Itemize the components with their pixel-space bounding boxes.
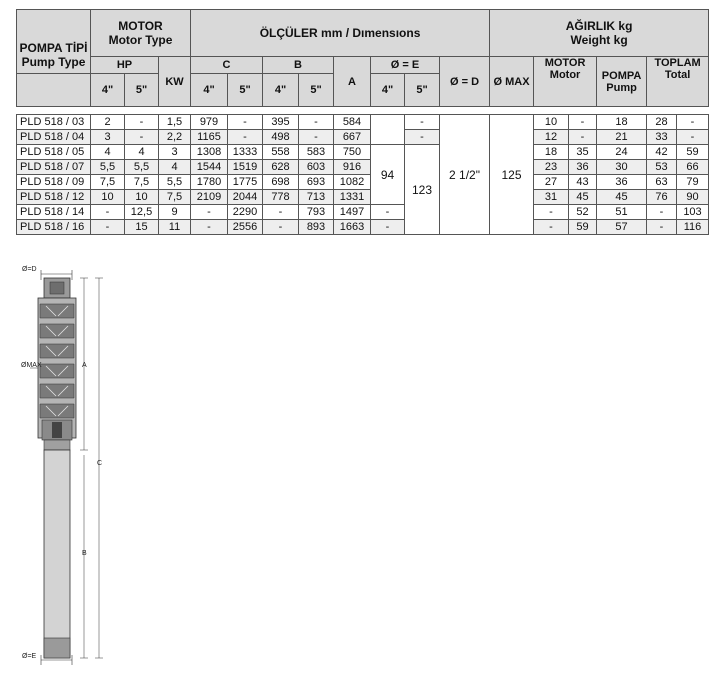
total4-weight-cell: 28	[647, 115, 677, 130]
total4-weight-cell: 33	[647, 130, 677, 145]
motor4-weight-cell: -	[534, 220, 569, 235]
a-header: A	[334, 57, 371, 107]
b5-cell: 693	[299, 175, 334, 190]
table-row	[17, 190, 709, 205]
total4-weight-cell: -	[647, 220, 677, 235]
table-row	[17, 160, 709, 175]
c4-cell: 1544	[191, 160, 228, 175]
hp5-cell: -	[125, 115, 159, 130]
hp4-cell: 10	[91, 190, 125, 205]
motor4-weight-cell: 31	[534, 190, 569, 205]
total5-weight-cell: 66	[677, 160, 709, 175]
pump-type-header	[17, 10, 91, 74]
c5-cell: 1333	[228, 145, 263, 160]
motor4-weight-cell: 27	[534, 175, 569, 190]
dimension-b-label: B	[82, 550, 87, 557]
total5-weight-cell: 90	[677, 190, 709, 205]
motor4-weight-cell: 23	[534, 160, 569, 175]
dimensions-table	[16, 9, 709, 107]
pump-type-filler	[17, 74, 91, 107]
motor-weight-label-en: Motor	[549, 69, 581, 81]
dimensions-header: ÖLÇÜLER mm / Dımensıons	[191, 10, 490, 57]
total-weight-label-en: Total	[664, 69, 691, 81]
pump-type-label: POMPA TİPİ	[19, 41, 88, 55]
dimension-e-label: Ø=E	[22, 653, 37, 660]
table-row	[17, 145, 709, 160]
kw-cell: 1,5	[159, 115, 191, 130]
total5-weight-cell: -	[677, 115, 709, 130]
hp5-cell: 5,5	[125, 160, 159, 175]
d-header: Ø = D	[440, 57, 490, 107]
c5-cell: -	[228, 115, 263, 130]
e5-cell: -	[405, 130, 440, 145]
b5-cell: 793	[299, 205, 334, 220]
pump-weight-cell: 21	[597, 130, 647, 145]
c4-cell: 1165	[191, 130, 228, 145]
a-cell: 584	[334, 115, 371, 130]
motor5-weight-cell: 43	[569, 175, 597, 190]
b4-cell: 628	[263, 160, 299, 175]
total4-weight-cell: 76	[647, 190, 677, 205]
motor5-weight-cell: -	[569, 115, 597, 130]
motor4-weight-cell: 12	[534, 130, 569, 145]
pump-weight-label: POMPA	[601, 69, 642, 82]
c4-header: 4"	[191, 74, 228, 107]
total4-weight-cell: 53	[647, 160, 677, 175]
e4-header: 4"	[371, 74, 405, 107]
hp4-cell: 4	[91, 145, 125, 160]
motor5-weight-cell: 36	[569, 160, 597, 175]
model-cell: PLD 518 / 12	[17, 190, 91, 205]
b4-cell: 778	[263, 190, 299, 205]
motor-weight-label: MOTOR	[544, 57, 586, 69]
b4-header: 4"	[263, 74, 299, 107]
motor-weight-header	[534, 57, 597, 107]
kw-header: KW	[159, 57, 191, 107]
total-weight-header	[647, 57, 709, 107]
model-cell: PLD 518 / 09	[17, 175, 91, 190]
a-cell: 750	[334, 145, 371, 160]
motor4-weight-cell: 10	[534, 115, 569, 130]
table-row	[17, 175, 709, 190]
hp5-cell: 12,5	[125, 205, 159, 220]
b-header: B	[263, 57, 334, 74]
total4-weight-cell: -	[647, 205, 677, 220]
c4-cell: -	[191, 205, 228, 220]
b4-cell: -	[263, 220, 299, 235]
max-header: Ø MAX	[490, 57, 534, 107]
weight-header	[490, 10, 709, 57]
hp4-header: 4"	[91, 74, 125, 107]
c5-cell: 2044	[228, 190, 263, 205]
hp5-header: 5"	[125, 74, 159, 107]
table-row	[17, 130, 709, 145]
b5-cell: -	[299, 130, 334, 145]
pump-drawing-svg	[0, 260, 140, 680]
d-merged-cell: 2 1/2"	[440, 115, 490, 235]
model-cell: PLD 518 / 07	[17, 160, 91, 175]
model-cell: PLD 518 / 14	[17, 205, 91, 220]
e4-merged-cell: 94	[371, 145, 405, 205]
pump-weight-cell: 30	[597, 160, 647, 175]
dimension-max-label: ØMAX	[21, 362, 42, 369]
dimension-c-label: C	[97, 460, 103, 467]
weight-label-en: Weight kg	[570, 33, 628, 47]
total5-weight-cell: 116	[677, 220, 709, 235]
hp4-cell: -	[91, 220, 125, 235]
c5-cell: -	[228, 130, 263, 145]
b4-cell: 558	[263, 145, 299, 160]
kw-cell: 3	[159, 145, 191, 160]
e4-cell: -	[371, 220, 405, 235]
pump-weight-cell: 36	[597, 175, 647, 190]
e5-merged-cell: 123	[405, 145, 440, 235]
e5-cell: -	[405, 115, 440, 130]
dimension-a-label: A	[82, 362, 87, 369]
a-cell: 1663	[334, 220, 371, 235]
hp4-cell: 2	[91, 115, 125, 130]
hp5-cell: -	[125, 130, 159, 145]
motor-label-en: Motor Type	[108, 33, 173, 47]
motor5-weight-cell: 35	[569, 145, 597, 160]
b4-cell: 698	[263, 175, 299, 190]
hp5-cell: 7,5	[125, 175, 159, 190]
c5-cell: 2556	[228, 220, 263, 235]
model-cell: PLD 518 / 03	[17, 115, 91, 130]
kw-cell: 9	[159, 205, 191, 220]
kw-cell: 11	[159, 220, 191, 235]
hp5-cell: 4	[125, 145, 159, 160]
hp5-cell: 15	[125, 220, 159, 235]
e-header: Ø = E	[371, 57, 440, 74]
c5-header: 5"	[228, 74, 263, 107]
table-row	[17, 115, 709, 130]
c4-cell: 979	[191, 115, 228, 130]
c4-cell: 1308	[191, 145, 228, 160]
a-cell: 1082	[334, 175, 371, 190]
b5-cell: 583	[299, 145, 334, 160]
motor4-weight-cell: 18	[534, 145, 569, 160]
kw-cell: 4	[159, 160, 191, 175]
pump-weight-cell: 57	[597, 220, 647, 235]
hp4-cell: 7,5	[91, 175, 125, 190]
hp5-cell: 10	[125, 190, 159, 205]
total-weight-label: TOPLAM	[654, 57, 701, 69]
b4-cell: -	[263, 205, 299, 220]
pump-weight-cell: 24	[597, 145, 647, 160]
kw-cell: 7,5	[159, 190, 191, 205]
pump-type-label-en: Pump Type	[21, 55, 86, 69]
total5-weight-cell: 79	[677, 175, 709, 190]
c5-cell: 1775	[228, 175, 263, 190]
motor4-weight-cell: -	[534, 205, 569, 220]
a-cell: 667	[334, 130, 371, 145]
table-row	[17, 220, 709, 235]
a-cell: 1331	[334, 190, 371, 205]
motor5-weight-cell: 45	[569, 190, 597, 205]
pump-weight-cell: 18	[597, 115, 647, 130]
a-cell: 916	[334, 160, 371, 175]
c-header: C	[191, 57, 263, 74]
pump-drawing	[0, 260, 140, 685]
b5-cell: 893	[299, 220, 334, 235]
max-merged-cell: 125	[490, 115, 534, 235]
b5-cell: -	[299, 115, 334, 130]
total4-weight-cell: 42	[647, 145, 677, 160]
motor5-weight-cell: -	[569, 130, 597, 145]
model-cell: PLD 518 / 04	[17, 130, 91, 145]
c5-cell: 1519	[228, 160, 263, 175]
c4-cell: -	[191, 220, 228, 235]
kw-cell: 5,5	[159, 175, 191, 190]
e4-cell: -	[371, 205, 405, 220]
total5-weight-cell: 103	[677, 205, 709, 220]
hp-header: HP	[91, 57, 159, 74]
c5-cell: 2290	[228, 205, 263, 220]
total4-weight-cell: 63	[647, 175, 677, 190]
b5-header: 5"	[299, 74, 334, 107]
kw-cell: 2,2	[159, 130, 191, 145]
c4-cell: 1780	[191, 175, 228, 190]
total5-weight-cell: -	[677, 130, 709, 145]
hp4-cell: -	[91, 205, 125, 220]
table-row	[17, 205, 709, 220]
motor5-weight-cell: 52	[569, 205, 597, 220]
weight-label: AĞIRLIK kg	[565, 19, 633, 33]
pump-weight-cell: 45	[597, 190, 647, 205]
b4-cell: 395	[263, 115, 299, 130]
motor-label: MOTOR	[118, 19, 163, 33]
dimensions-table-body	[16, 114, 709, 235]
total5-weight-cell: 59	[677, 145, 709, 160]
motor-header	[91, 10, 191, 57]
b5-cell: 603	[299, 160, 334, 175]
motor5-weight-cell: 59	[569, 220, 597, 235]
pump-weight-label-en: Pump	[606, 81, 637, 94]
a-cell: 1497	[334, 205, 371, 220]
e5-header: 5"	[405, 74, 440, 107]
c4-cell: 2109	[191, 190, 228, 205]
pump-weight-header	[597, 57, 647, 107]
e4-empty-cell	[371, 115, 405, 145]
b4-cell: 498	[263, 130, 299, 145]
b5-cell: 713	[299, 190, 334, 205]
dimension-d-label: Ø=D	[22, 266, 37, 273]
hp4-cell: 3	[91, 130, 125, 145]
model-cell: PLD 518 / 05	[17, 145, 91, 160]
hp4-cell: 5,5	[91, 160, 125, 175]
pump-weight-cell: 51	[597, 205, 647, 220]
model-cell: PLD 518 / 16	[17, 220, 91, 235]
